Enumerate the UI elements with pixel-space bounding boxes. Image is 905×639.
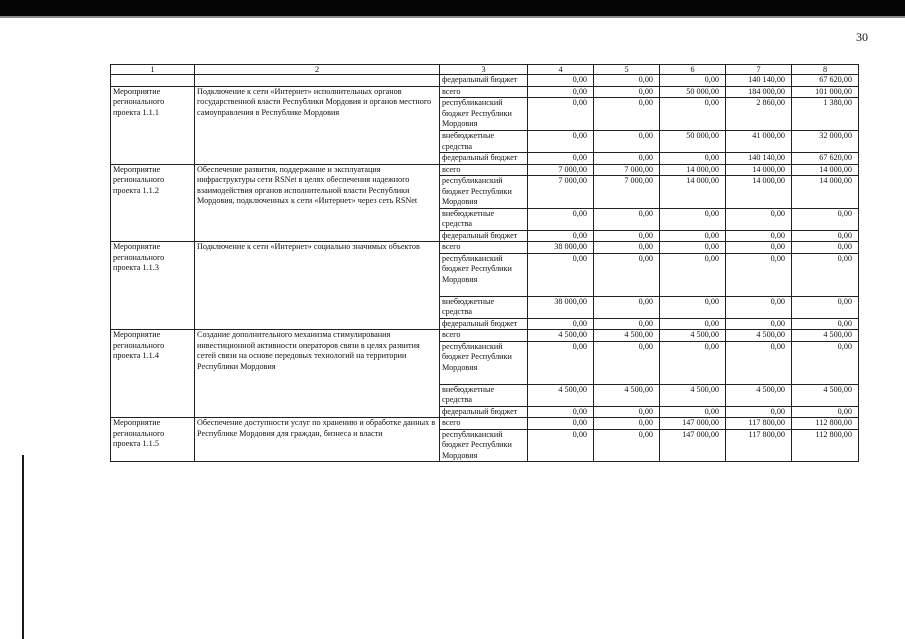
amount-cell: 0,00 (594, 208, 660, 230)
amount-cell: 184 000,00 (726, 86, 792, 98)
measure-name: Мероприятие регионального проекта 1.1.4 (111, 330, 195, 418)
column-number: 1 (111, 65, 195, 75)
funding-source: всего (440, 164, 528, 176)
amount-cell: 0,00 (792, 318, 859, 330)
amount-cell: 14 000,00 (660, 164, 726, 176)
amount-cell: 0,00 (660, 230, 726, 242)
amount-cell: 0,00 (660, 75, 726, 87)
amount-cell: 0,00 (528, 253, 594, 296)
amount-cell: 0,00 (594, 418, 660, 430)
amount-cell: 0,00 (594, 318, 660, 330)
amount-cell: 140 140,00 (726, 75, 792, 87)
amount-cell: 112 800,00 (792, 429, 859, 462)
amount-cell: 0,00 (660, 153, 726, 165)
amount-cell: 0,00 (660, 98, 726, 131)
amount-cell: 0,00 (594, 253, 660, 296)
amount-cell: 0,00 (528, 131, 594, 153)
continuation-row (111, 75, 859, 87)
funding-source: федеральный бюджет (440, 75, 528, 87)
funding-source: республиканский бюджет Республики Мордовия (440, 429, 528, 462)
column-number: 4 (528, 65, 594, 75)
column-number: 8 (792, 65, 859, 75)
amount-cell: 0,00 (528, 153, 594, 165)
amount-cell: 0,00 (594, 341, 660, 384)
amount-cell: 4 500,00 (660, 330, 726, 342)
amount-cell: 67 620,00 (792, 153, 859, 165)
amount-cell: 0,00 (660, 242, 726, 254)
amount-cell: 14 000,00 (660, 176, 726, 209)
amount-cell: 147 000,00 (660, 429, 726, 462)
amount-cell: 0,00 (528, 418, 594, 430)
amount-cell: 117 800,00 (726, 429, 792, 462)
amount-cell: 4 500,00 (594, 384, 660, 406)
scan-top-border (0, 0, 905, 16)
amount-cell: 67 620,00 (792, 75, 859, 87)
amount-cell: 1 380,00 (792, 98, 859, 131)
amount-cell: 0,00 (528, 75, 594, 87)
amount-cell: 0,00 (594, 429, 660, 462)
amount-cell: 7 000,00 (594, 176, 660, 209)
measure-description: Обеспечение доступности услуг по хранению и обработке данных в Республике Мордовия для граждан, бизнеса и власти (195, 418, 440, 462)
measure-name: Мероприятие регионального проекта 1.1.3 (111, 242, 195, 330)
amount-cell: 0,00 (528, 230, 594, 242)
amount-cell: 4 500,00 (660, 384, 726, 406)
amount-cell: 4 500,00 (528, 330, 594, 342)
table-row (111, 418, 859, 430)
funding-source: всего (440, 330, 528, 342)
budget-table (110, 64, 859, 462)
amount-cell: 0,00 (528, 98, 594, 131)
amount-cell: 0,00 (594, 242, 660, 254)
amount-cell: 0,00 (726, 253, 792, 296)
amount-cell: 0,00 (594, 75, 660, 87)
amount-cell: 32 000,00 (792, 131, 859, 153)
amount-cell: 14 000,00 (726, 176, 792, 209)
amount-cell: 4 500,00 (528, 384, 594, 406)
funding-source: федеральный бюджет (440, 230, 528, 242)
amount-cell: 0,00 (792, 296, 859, 318)
funding-source: федеральный бюджет (440, 153, 528, 165)
funding-source: федеральный бюджет (440, 318, 528, 330)
amount-cell: 147 000,00 (660, 418, 726, 430)
amount-cell: 117 800,00 (726, 418, 792, 430)
amount-cell: 0,00 (528, 318, 594, 330)
amount-cell: 0,00 (594, 153, 660, 165)
amount-cell: 0,00 (594, 98, 660, 131)
amount-cell: 0,00 (660, 318, 726, 330)
amount-cell: 0,00 (528, 406, 594, 418)
column-number-row (111, 65, 859, 75)
amount-cell: 0,00 (726, 230, 792, 242)
amount-cell: 38 000,00 (528, 242, 594, 254)
amount-cell: 0,00 (726, 242, 792, 254)
funding-source: республиканский бюджет Республики Мордовия (440, 253, 528, 296)
table-row (111, 242, 859, 254)
funding-source: республиканский бюджет Республики Мордовия (440, 341, 528, 384)
amount-cell: 7 000,00 (528, 164, 594, 176)
amount-cell: 0,00 (792, 208, 859, 230)
funding-source: всего (440, 242, 528, 254)
measure-description: Обеспечение развития, поддержание и эксплуатация инфраструктуры сети RSNet в целях обеспечения надежного взаимодействия органов исполнительной власти Республики Мордовия, подключенных к сети «Интернет» через сеть RSNet (195, 164, 440, 242)
funding-source: внебюджетные средства (440, 208, 528, 230)
amount-cell: 0,00 (726, 341, 792, 384)
amount-cell: 4 500,00 (726, 330, 792, 342)
measure-name: Мероприятие регионального проекта 1.1.2 (111, 164, 195, 242)
column-number: 5 (594, 65, 660, 75)
measure-name: Мероприятие регионального проекта 1.1.5 (111, 418, 195, 462)
amount-cell: 0,00 (660, 296, 726, 318)
continuation-empty-name (111, 75, 195, 87)
amount-cell: 0,00 (792, 242, 859, 254)
amount-cell: 50 000,00 (660, 131, 726, 153)
table-row (111, 86, 859, 98)
amount-cell: 2 860,00 (726, 98, 792, 131)
amount-cell: 4 500,00 (594, 330, 660, 342)
amount-cell: 7 000,00 (528, 176, 594, 209)
table-row (111, 164, 859, 176)
amount-cell: 14 000,00 (792, 176, 859, 209)
amount-cell: 0,00 (594, 131, 660, 153)
amount-cell: 112 800,00 (792, 418, 859, 430)
amount-cell: 0,00 (660, 406, 726, 418)
page-number: 30 (856, 30, 868, 44)
amount-cell: 14 000,00 (792, 164, 859, 176)
amount-cell: 0,00 (792, 406, 859, 418)
funding-source: всего (440, 418, 528, 430)
amount-cell: 101 000,00 (792, 86, 859, 98)
scan-top-border-edge (0, 16, 905, 18)
amount-cell: 0,00 (594, 230, 660, 242)
amount-cell: 4 500,00 (792, 330, 859, 342)
funding-source: всего (440, 86, 528, 98)
amount-cell: 4 500,00 (726, 384, 792, 406)
amount-cell: 41 000,00 (726, 131, 792, 153)
column-number: 2 (195, 65, 440, 75)
measure-name: Мероприятие регионального проекта 1.1.1 (111, 86, 195, 164)
amount-cell: 4 500,00 (792, 384, 859, 406)
amount-cell: 0,00 (660, 253, 726, 296)
measure-description: Подключение к сети «Интернет» социально значимых объектов (195, 242, 440, 330)
amount-cell: 0,00 (726, 208, 792, 230)
amount-cell: 0,00 (660, 208, 726, 230)
funding-source: федеральный бюджет (440, 406, 528, 418)
funding-source: внебюджетные средства (440, 131, 528, 153)
amount-cell: 14 000,00 (726, 164, 792, 176)
funding-source: республиканский бюджет Республики Мордовия (440, 98, 528, 131)
table-row (111, 330, 859, 342)
amount-cell: 0,00 (726, 318, 792, 330)
scan-left-edge (22, 455, 24, 639)
amount-cell: 0,00 (594, 86, 660, 98)
amount-cell: 50 000,00 (660, 86, 726, 98)
column-number: 3 (440, 65, 528, 75)
amount-cell: 0,00 (792, 230, 859, 242)
amount-cell: 0,00 (726, 296, 792, 318)
amount-cell: 7 000,00 (594, 164, 660, 176)
amount-cell: 0,00 (528, 341, 594, 384)
amount-cell: 0,00 (792, 253, 859, 296)
amount-cell: 0,00 (528, 86, 594, 98)
measure-description: Создание дополнительного механизма стимулирования инвестиционной активности операторов связи в целях развития сетей связи на основе передовых технологий на территории Республики Мордовия (195, 330, 440, 418)
column-number: 6 (660, 65, 726, 75)
amount-cell: 38 000,00 (528, 296, 594, 318)
amount-cell: 0,00 (528, 208, 594, 230)
column-number: 7 (726, 65, 792, 75)
funding-source: внебюджетные средства (440, 384, 528, 406)
amount-cell: 0,00 (528, 429, 594, 462)
table-body (111, 65, 859, 462)
amount-cell: 140 140,00 (726, 153, 792, 165)
measure-description: Подключение к сети «Интернет» исполнительных органов государственной власти Республики Мордовия и органов местного самоуправления в Республике Мордовия (195, 86, 440, 164)
amount-cell: 0,00 (660, 341, 726, 384)
amount-cell: 0,00 (726, 406, 792, 418)
amount-cell: 0,00 (792, 341, 859, 384)
amount-cell: 0,00 (594, 296, 660, 318)
funding-source: внебюджетные средства (440, 296, 528, 318)
funding-source: республиканский бюджет Республики Мордовия (440, 176, 528, 209)
amount-cell: 0,00 (594, 406, 660, 418)
continuation-empty-description (195, 75, 440, 87)
